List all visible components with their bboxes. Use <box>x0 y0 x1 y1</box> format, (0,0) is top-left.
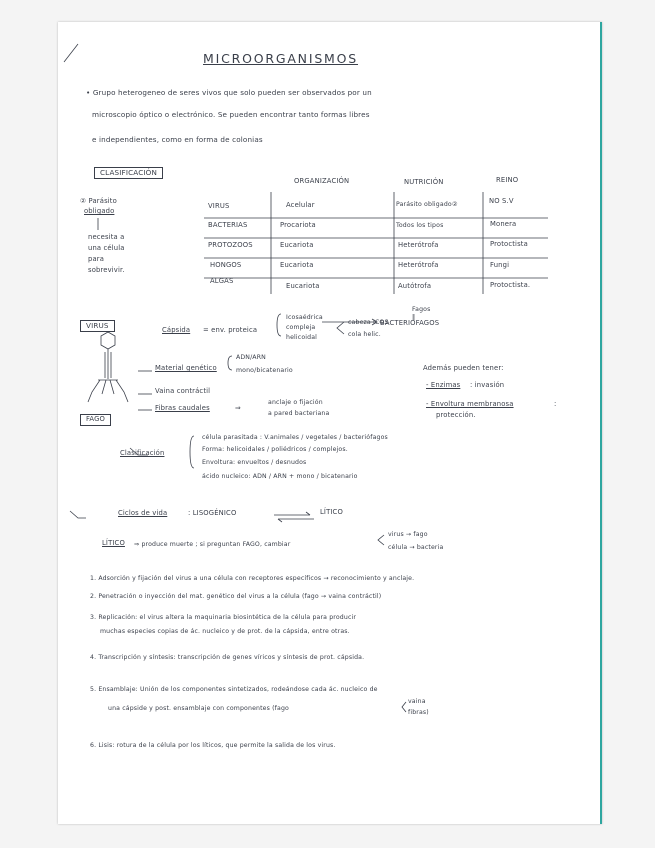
notebook-page <box>58 22 602 824</box>
row-org: Acelular <box>286 201 315 209</box>
row-name: ALGAS <box>210 277 234 285</box>
row-reino: Monera <box>490 220 517 228</box>
side-note-6: sobrevivir. <box>88 266 125 274</box>
virus-label: VIRUS <box>80 320 115 332</box>
hook-arrow-ciclos <box>70 511 86 518</box>
enzimas-label: - Enzimas <box>426 381 461 389</box>
step-5-fibras: fibras) <box>408 709 429 716</box>
ciclos-label: Ciclos de vida <box>118 509 168 517</box>
virus-fago: virus → fago <box>388 531 428 538</box>
side-note-2: obligado <box>84 207 115 215</box>
side-note-4: una célula <box>88 244 125 252</box>
brace-clasif <box>190 436 194 468</box>
col-header-reino: REINO <box>496 176 519 184</box>
litico-label: LÍTICO <box>102 539 125 547</box>
row-reino: NO S.V <box>489 197 514 205</box>
vaina-label: Vaina contráctil <box>155 387 211 395</box>
enzimas-desc: : invasión <box>470 381 505 389</box>
phage-drawing <box>88 332 128 402</box>
fibras-desc-1: anclaje o fijación <box>268 399 323 406</box>
side-note-1: ② Parásito <box>80 197 117 205</box>
brace-vaina-fibras <box>402 702 406 712</box>
brace-shapes <box>277 314 281 336</box>
step-5-line-2: una cápside y post. ensamblaje con componentes (fago <box>108 705 289 712</box>
ciclos-litico: LÍTICO <box>320 508 343 516</box>
clasif-item: Forma: helicoidales / poliédricos / complejos. <box>202 446 348 453</box>
side-note-3: necesita a <box>88 233 125 241</box>
envoltura-label: - Envoltura membranosa <box>426 400 514 408</box>
row-nut: Heterótrofa <box>398 241 439 249</box>
col-header-nutricion: NUTRICIÓN <box>404 178 444 186</box>
brace-cambiar <box>378 535 384 545</box>
shape-helicoidal: helicoidal <box>286 334 318 341</box>
ademas-label: Además pueden tener: <box>423 364 504 372</box>
fibras-label: Fibras caudales <box>155 404 210 412</box>
clasificacion-2-label: Clasificación <box>120 449 165 457</box>
fago-label: FAGO <box>80 414 111 426</box>
form-cabeza: cabeza ICOS <box>348 319 389 326</box>
row-reino: Protoctista. <box>490 281 531 289</box>
clasif-item: ácido nucleico: ADN / ARN + mono / bicatenario <box>202 473 358 480</box>
row-nut: Parásito obligado② <box>396 201 458 208</box>
row-name: PROTOZOOS <box>208 241 253 249</box>
celula-bacteria: célula → bacteria <box>388 544 444 551</box>
row-reino: Fungi <box>490 261 510 269</box>
clasificacion-heading: CLASIFICACIÓN <box>94 167 163 179</box>
litico-desc: ⇒ produce muerte ; si preguntan FAGO, cambiar <box>134 541 291 548</box>
clasif-item: célula parasitada : V.animales / vegetales / bacteriófagos <box>202 434 388 441</box>
step-3-line-1: 3. Replicación: el virus altera la maquinaria biosintética de la célula para producir <box>90 614 357 621</box>
material-genetico-label: Material genético <box>155 364 217 372</box>
fagos-top: Fagos <box>412 306 431 313</box>
intro-line-2: microscopio óptico o electrónico. Se pueden encontrar tanto formas libres <box>92 110 370 119</box>
fagos-eq: ‖ <box>412 314 416 321</box>
intro-line-1: • Grupo heterogeneo de seres vivos que solo pueden ser observados por un <box>86 88 372 97</box>
step-2: 2. Penetración o inyección del mat. genético del virus a la célula (fago → vaina contráctil) <box>90 593 382 600</box>
fibras-arrow: ⇒ <box>235 404 241 412</box>
material-opt-2: mono/bicatenario <box>236 367 293 374</box>
step-5-line-1: 5. Ensamblaje: Unión de los componentes sintetizados, rodeándose cada ác. nucleico de <box>90 686 378 693</box>
page-title: MICROORGANISMOS <box>203 51 359 66</box>
fibras-desc-2: a pared bacteriana <box>268 410 330 417</box>
step-1: 1. Adsorción y fijación del virus a una célula con receptores específicos → reconocimiento y anclaje. <box>90 575 415 582</box>
row-name: HONGOS <box>210 261 242 269</box>
row-org: Eucariota <box>280 261 314 269</box>
step-3-line-2: muchas especies copias de ác. nucleico y de prot. de la cápsida, entre otras. <box>100 628 350 635</box>
col-header-organizacion: ORGANIZACIÓN <box>294 177 350 185</box>
step-5-vaina: vaina <box>408 698 426 705</box>
shape-icosaedrica: Icosaédrica <box>286 314 323 321</box>
envoltura-desc: protección. <box>436 411 476 419</box>
row-nut: Autótrofa <box>398 282 432 290</box>
intro-line-3: e independientes, como en forma de colonias <box>92 135 263 144</box>
material-opt-1: ADN/ARN <box>236 354 266 361</box>
row-name: VIRUS <box>208 202 230 210</box>
row-nut: Heterótrofa <box>398 261 439 269</box>
row-reino: Protoctista <box>490 240 528 248</box>
shape-compleja: compleja <box>286 324 316 331</box>
brace-forms <box>337 322 344 334</box>
capsida-desc: = env. proteica <box>203 326 258 334</box>
side-note-5: para <box>88 255 105 263</box>
bacteriofagos: BACTERIOFAGOS <box>380 319 440 327</box>
step-4: 4. Transcripción y síntesis: transcripción de genes víricos y síntesis de prot. cápsida. <box>90 654 365 661</box>
envoltura-colon: : <box>554 400 557 408</box>
clasif-item: Envoltura: envueltos / desnudos <box>202 459 307 466</box>
row-org: Eucariota <box>286 282 320 290</box>
row-org: Eucariota <box>280 241 314 249</box>
row-name: BACTERIAS <box>208 221 248 229</box>
corner-stroke <box>64 44 78 62</box>
capsida-label: Cápsida <box>162 326 191 334</box>
ciclos-lisogenico: : LISOGÉNICO <box>188 509 237 517</box>
brace-material <box>228 356 232 370</box>
form-cola: cola helic. <box>348 331 381 338</box>
step-6: 6. Lisis: rotura de la célula por los líticos, que permite la salida de los virus. <box>90 742 336 749</box>
double-arrow-cycle <box>274 512 314 522</box>
row-org: Procariota <box>280 221 316 229</box>
row-nut: Todos los tipos <box>396 222 444 229</box>
